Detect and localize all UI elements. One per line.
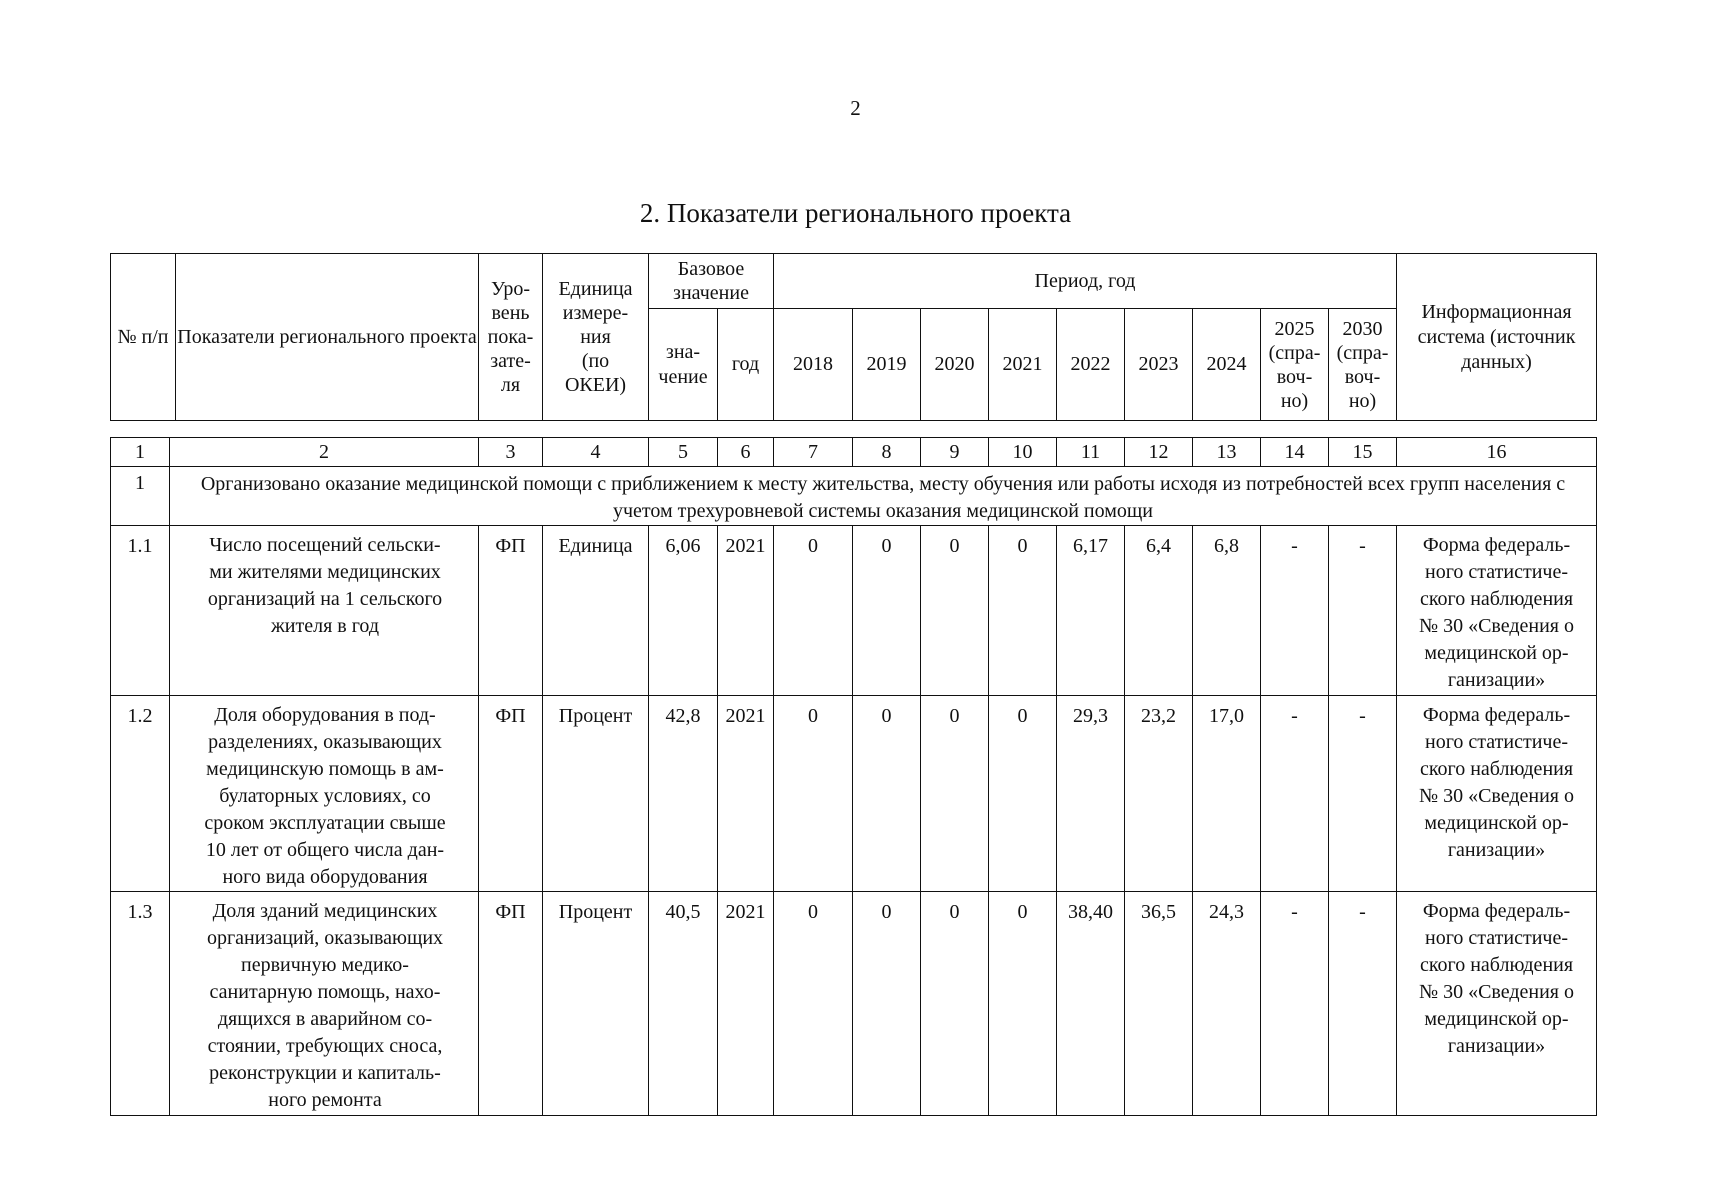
- indicators-table-header: [110, 253, 1597, 421]
- value-2022: 6,17: [1057, 526, 1125, 696]
- value-2018: 0: [774, 892, 853, 1116]
- group-row: [111, 467, 1597, 526]
- column-number: 1: [111, 438, 170, 467]
- column-number: 8: [853, 438, 921, 467]
- header-base: Базовое значение: [649, 254, 774, 309]
- value-2030: -: [1329, 526, 1397, 696]
- column-number: 9: [921, 438, 989, 467]
- column-number: 10: [989, 438, 1057, 467]
- column-number: 16: [1397, 438, 1597, 467]
- column-numbers-row: [111, 438, 1597, 467]
- header-base-year: год: [718, 309, 774, 421]
- indicators-table-body: [110, 437, 1597, 1116]
- data-source: Форма федераль- ного статистиче- ского наблюдения № 30 «Сведения о медицинской ор- ганизации»: [1397, 892, 1597, 1116]
- value-2020: 0: [921, 892, 989, 1116]
- value-2030: -: [1329, 892, 1397, 1116]
- group-num: 1: [111, 467, 170, 526]
- column-number: 5: [649, 438, 718, 467]
- section-title: 2. Показатели регионального проекта: [639, 198, 1072, 228]
- value-2024: 6,8: [1193, 526, 1261, 696]
- page-number: 2: [850, 96, 861, 120]
- group-title: Организовано оказание медицинской помощи с приближением к месту жительства, месту обучения или работы исходя из потребностей всех групп населения с учетом трехуровневой системы оказания медицинской помощи: [170, 467, 1597, 526]
- value-2018: 0: [774, 696, 853, 892]
- column-number: 3: [479, 438, 543, 467]
- base-value: 6,06: [649, 526, 718, 696]
- value-2021: 0: [989, 892, 1057, 1116]
- column-number: 7: [774, 438, 853, 467]
- base-value: 42,8: [649, 696, 718, 892]
- base-year: 2021: [718, 892, 774, 1116]
- header-year-2020: 2020: [921, 309, 989, 421]
- column-number: 2: [170, 438, 479, 467]
- indicator-name: Доля зданий медицинских организаций, оказывающих первичную медико- санитарную помощь, нахо- дящихся в аварийном со- стоянии, требующих сноса, реконструкции и капиталь- ного ремонта: [170, 892, 479, 1116]
- row-num: 1.2: [111, 696, 170, 892]
- value-2018: 0: [774, 526, 853, 696]
- column-number: 6: [718, 438, 774, 467]
- column-number: 4: [543, 438, 649, 467]
- value-2022: 38,40: [1057, 892, 1125, 1116]
- indicator-unit: Процент: [543, 696, 649, 892]
- row-num: 1.1: [111, 526, 170, 696]
- column-number: 13: [1193, 438, 1261, 467]
- table-row: [111, 892, 1597, 1116]
- column-number: 11: [1057, 438, 1125, 467]
- header-level: Уро- вень пока- зате- ля: [479, 254, 543, 421]
- header-num: № п/п: [111, 254, 176, 421]
- header-year-2021: 2021: [989, 309, 1057, 421]
- value-2021: 0: [989, 696, 1057, 892]
- data-source: Форма федераль- ного статистиче- ского наблюдения № 30 «Сведения о медицинской ор- ганизации»: [1397, 696, 1597, 892]
- indicator-level: ФП: [479, 892, 543, 1116]
- value-2019: 0: [853, 892, 921, 1116]
- header-period: Период, год: [774, 254, 1397, 309]
- table-row: [111, 696, 1597, 892]
- value-2023: 23,2: [1125, 696, 1193, 892]
- indicator-name: Число посещений сельски- ми жителями медицинских организаций на 1 сельского жителя в год: [170, 526, 479, 696]
- value-2019: 0: [853, 526, 921, 696]
- column-number: 12: [1125, 438, 1193, 467]
- header-source: Информационная система (источник данных): [1397, 254, 1597, 421]
- header-year-2023: 2023: [1125, 309, 1193, 421]
- value-2020: 0: [921, 696, 989, 892]
- value-2023: 36,5: [1125, 892, 1193, 1116]
- base-year: 2021: [718, 696, 774, 892]
- header-indicator-name: Показатели регионального проекта: [176, 254, 479, 421]
- row-num: 1.3: [111, 892, 170, 1116]
- column-number: 15: [1329, 438, 1397, 467]
- header-year-2025: 2025 (спра- воч- но): [1261, 309, 1329, 421]
- header-year-2024: 2024: [1193, 309, 1261, 421]
- indicator-unit: Процент: [543, 892, 649, 1116]
- data-source: Форма федераль- ного статистиче- ского наблюдения № 30 «Сведения о медицинской ор- ганизации»: [1397, 526, 1597, 696]
- header-year-2019: 2019: [853, 309, 921, 421]
- indicator-unit: Единица: [543, 526, 649, 696]
- indicator-level: ФП: [479, 526, 543, 696]
- value-2020: 0: [921, 526, 989, 696]
- value-2030: -: [1329, 696, 1397, 892]
- indicator-level: ФП: [479, 696, 543, 892]
- header-base-value: зна- чение: [649, 309, 718, 421]
- header-year-2030: 2030 (спра- воч- но): [1329, 309, 1397, 421]
- value-2023: 6,4: [1125, 526, 1193, 696]
- value-2025: -: [1261, 696, 1329, 892]
- header-year-2018: 2018: [774, 309, 853, 421]
- value-2024: 17,0: [1193, 696, 1261, 892]
- value-2019: 0: [853, 696, 921, 892]
- value-2021: 0: [989, 526, 1057, 696]
- indicator-name: Доля оборудования в под- разделениях, оказывающих медицинскую помощь в ам- булаторных условиях, со сроком эксплуатации свыше 10 лет от общего числа дан- ного вида оборудования: [170, 696, 479, 892]
- table-row: [111, 526, 1597, 696]
- value-2022: 29,3: [1057, 696, 1125, 892]
- column-number: 14: [1261, 438, 1329, 467]
- header-unit: Единица измере- ния (по ОКЕИ): [543, 254, 649, 421]
- base-year: 2021: [718, 526, 774, 696]
- value-2025: -: [1261, 526, 1329, 696]
- base-value: 40,5: [649, 892, 718, 1116]
- value-2025: -: [1261, 892, 1329, 1116]
- header-year-2022: 2022: [1057, 309, 1125, 421]
- value-2024: 24,3: [1193, 892, 1261, 1116]
